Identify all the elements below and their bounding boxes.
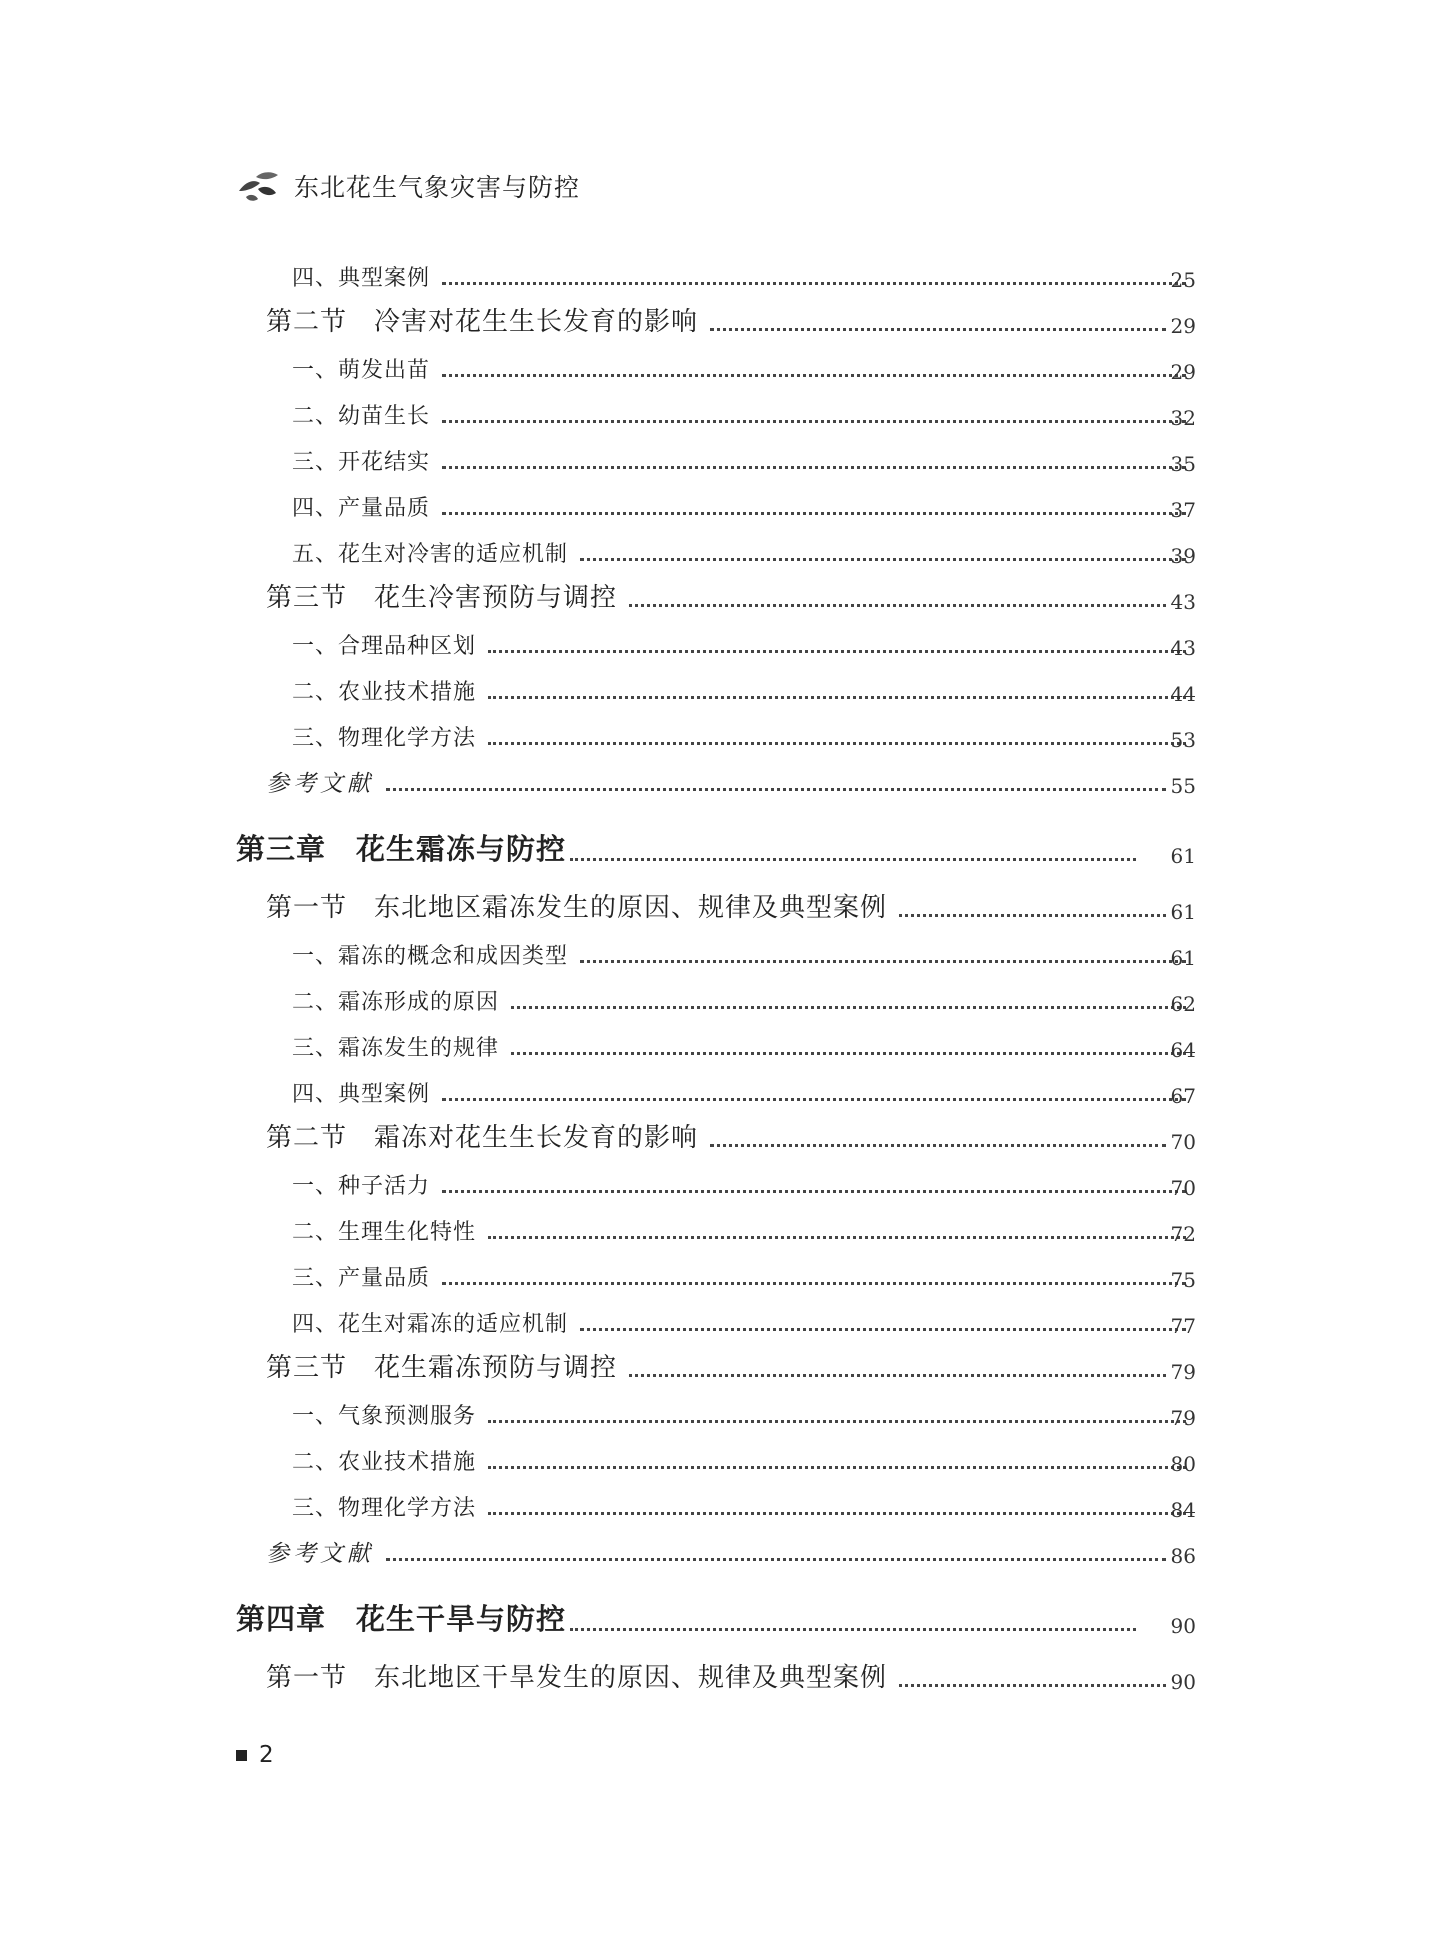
toc-entry-sec[interactable] (236, 1338, 1196, 1384)
toc-entry-page: 29 (1170, 360, 1196, 384)
toc-entry-page: 61 (1170, 946, 1196, 970)
toc-entry-sec[interactable] (236, 568, 1196, 614)
toc-entry-page: 32 (1170, 406, 1196, 430)
toc-entry-page: 77 (1170, 1314, 1196, 1338)
toc-entry-sec[interactable] (236, 1108, 1196, 1154)
square-marker-icon (236, 1750, 247, 1761)
toc-entry-page: 67 (1170, 1084, 1196, 1108)
toc-entry-item[interactable] (236, 614, 1196, 660)
dot-leader (899, 914, 1166, 917)
toc-entry-body (236, 765, 1176, 798)
toc-entry-ref[interactable] (236, 1522, 1196, 1568)
toc-entry-page: 25 (1170, 268, 1196, 292)
toc-entry-body (236, 1077, 1196, 1108)
toc-entry-title: 二、幼苗生长 (292, 404, 431, 429)
toc-entry-item[interactable] (236, 970, 1196, 1016)
toc-entry-body (236, 985, 1196, 1016)
toc-entry-page: 55 (1170, 774, 1196, 798)
toc-entry-page: 43 (1170, 636, 1196, 660)
toc-entry-item[interactable] (236, 660, 1196, 706)
table-of-contents (236, 246, 1196, 1694)
dot-leader (580, 1328, 1186, 1331)
toc-entry-body (236, 261, 1196, 292)
dot-leader (442, 466, 1186, 469)
toc-entry-page: 79 (1170, 1406, 1196, 1430)
toc-entry-item[interactable] (236, 1292, 1196, 1338)
toc-entry-title: 一、种子活力 (292, 1174, 431, 1199)
page-footer (236, 1742, 274, 1768)
dot-leader (899, 1684, 1166, 1687)
toc-entry-body (236, 939, 1196, 970)
dot-leader (488, 696, 1186, 699)
toc-entry-title: 四、产量品质 (292, 496, 431, 521)
toc-entry-ch[interactable] (236, 810, 1196, 868)
toc-entry-title: 四、花生对霜冻的适应机制 (292, 1312, 569, 1337)
toc-entry-body (236, 353, 1196, 384)
dot-leader (580, 558, 1186, 561)
dot-leader (386, 788, 1166, 791)
dot-leader (442, 1098, 1186, 1101)
toc-entry-page: 90 (1170, 1614, 1196, 1638)
toc-entry-item[interactable] (236, 384, 1196, 430)
toc-entry-page: 79 (1170, 1360, 1196, 1384)
toc-entry-body (236, 887, 1176, 924)
toc-entry-title: 三、物理化学方法 (292, 1496, 477, 1521)
dot-leader (570, 1628, 1136, 1631)
toc-entry-body (236, 1657, 1176, 1694)
toc-entry-title: 第三节 花生霜冻预防与调控 (266, 1353, 618, 1383)
dot-leader (488, 1512, 1186, 1515)
toc-entry-body (236, 1261, 1196, 1292)
dot-leader (488, 1236, 1186, 1239)
toc-entry-title: 一、霜冻的概念和成因类型 (292, 944, 569, 969)
dot-leader (442, 420, 1186, 423)
toc-entry-body (236, 491, 1196, 522)
toc-entry-page: 70 (1170, 1130, 1196, 1154)
toc-entry-title: 第二节 霜冻对花生生长发育的影响 (266, 1123, 699, 1153)
toc-entry-item[interactable] (236, 522, 1196, 568)
toc-entry-title: 五、花生对冷害的适应机制 (292, 542, 569, 567)
toc-entry-sec[interactable] (236, 292, 1196, 338)
dot-leader (442, 1190, 1186, 1193)
toc-entry-title: 第三节 花生冷害预防与调控 (266, 583, 618, 613)
toc-entry-item[interactable] (236, 246, 1196, 292)
dot-leader (710, 1144, 1166, 1147)
toc-entry-item[interactable] (236, 430, 1196, 476)
toc-entry-title: 一、合理品种区划 (292, 634, 477, 659)
toc-entry-body (236, 1117, 1176, 1154)
toc-entry-item[interactable] (236, 706, 1196, 752)
toc-entry-page: 90 (1170, 1670, 1196, 1694)
toc-entry-item[interactable] (236, 1016, 1196, 1062)
toc-entry-body (236, 629, 1196, 660)
dot-leader (488, 1420, 1186, 1423)
toc-entry-title: 一、萌发出苗 (292, 358, 431, 383)
toc-entry-page: 62 (1170, 992, 1196, 1016)
toc-entry-title: 一、气象预测服务 (292, 1404, 477, 1429)
toc-entry-body (236, 827, 1146, 868)
toc-entry-item[interactable] (236, 476, 1196, 522)
toc-entry-title: 三、产量品质 (292, 1266, 431, 1291)
toc-entry-page: 29 (1170, 314, 1196, 338)
toc-entry-body (236, 1535, 1176, 1568)
toc-entry-body (236, 1031, 1196, 1062)
toc-entry-title: 二、农业技术措施 (292, 1450, 477, 1475)
dot-leader (386, 1558, 1166, 1561)
toc-entry-title: 四、典型案例 (292, 1082, 431, 1107)
toc-entry-page: 61 (1170, 900, 1196, 924)
toc-entry-page: 84 (1170, 1498, 1196, 1522)
toc-entry-title: 参考文献 (266, 1541, 374, 1567)
toc-entry-page: 35 (1170, 452, 1196, 476)
toc-entry-page: 44 (1170, 682, 1196, 706)
dot-leader (442, 282, 1186, 285)
book-title: 东北花生气象灾害与防控 (294, 173, 581, 202)
toc-entry-body (236, 675, 1196, 706)
toc-entry-item[interactable] (236, 1200, 1196, 1246)
dot-leader (442, 1282, 1186, 1285)
toc-entry-title: 参考文献 (266, 771, 374, 797)
dot-leader (511, 1052, 1186, 1055)
toc-entry-page: 64 (1170, 1038, 1196, 1062)
toc-entry-sec[interactable] (236, 878, 1196, 924)
toc-entry-body (236, 721, 1196, 752)
page-number: 2 (259, 1742, 274, 1768)
toc-entry-title: 第一节 东北地区霜冻发生的原因、规律及典型案例 (266, 893, 888, 923)
peanut-logo-icon (236, 169, 282, 203)
toc-entry-body (236, 1169, 1196, 1200)
toc-entry-body (236, 577, 1176, 614)
toc-entry-item[interactable] (236, 924, 1196, 970)
running-header (236, 166, 580, 206)
toc-entry-title: 二、霜冻形成的原因 (292, 990, 500, 1015)
toc-entry-item[interactable] (236, 1430, 1196, 1476)
toc-entry-body (236, 301, 1176, 338)
dot-leader (442, 374, 1186, 377)
toc-entry-ch[interactable] (236, 1580, 1196, 1638)
toc-entry-page: 86 (1170, 1544, 1196, 1568)
toc-entry-title: 三、物理化学方法 (292, 726, 477, 751)
toc-entry-item[interactable] (236, 1062, 1196, 1108)
toc-entry-page: 39 (1170, 544, 1196, 568)
toc-entry-sec[interactable] (236, 1648, 1196, 1694)
toc-entry-page: 75 (1170, 1268, 1196, 1292)
toc-entry-body (236, 1491, 1196, 1522)
toc-entry-page: 72 (1170, 1222, 1196, 1246)
toc-entry-page: 80 (1170, 1452, 1196, 1476)
toc-entry-title: 三、开花结实 (292, 450, 431, 475)
toc-entry-body (236, 1215, 1196, 1246)
toc-entry-body (236, 399, 1196, 430)
dot-leader (488, 650, 1186, 653)
toc-entry-page: 43 (1170, 590, 1196, 614)
dot-leader (629, 1374, 1166, 1377)
dot-leader (629, 604, 1166, 607)
toc-entry-page: 53 (1170, 728, 1196, 752)
toc-entry-body (236, 1597, 1146, 1638)
toc-entry-item[interactable] (236, 1154, 1196, 1200)
toc-entry-item[interactable] (236, 338, 1196, 384)
toc-entry-title: 第二节 冷害对花生生长发育的影响 (266, 307, 699, 337)
toc-entry-title: 二、生理生化特性 (292, 1220, 477, 1245)
dot-leader (570, 858, 1136, 861)
dot-leader (442, 512, 1186, 515)
dot-leader (710, 328, 1166, 331)
toc-entry-page: 70 (1170, 1176, 1196, 1200)
toc-entry-page: 37 (1170, 498, 1196, 522)
dot-leader (488, 1466, 1186, 1469)
dot-leader (580, 960, 1186, 963)
toc-entry-body (236, 1445, 1196, 1476)
toc-entry-title: 第三章 花生霜冻与防控 (236, 832, 567, 866)
toc-entry-title: 第一节 东北地区干旱发生的原因、规律及典型案例 (266, 1663, 888, 1693)
toc-entry-item[interactable] (236, 1476, 1196, 1522)
toc-entry-body (236, 1399, 1196, 1430)
toc-entry-body (236, 445, 1196, 476)
toc-entry-page: 61 (1170, 844, 1196, 868)
dot-leader (488, 742, 1186, 745)
toc-entry-body (236, 1307, 1196, 1338)
toc-entry-body (236, 537, 1196, 568)
toc-entry-title: 第四章 花生干旱与防控 (236, 1602, 567, 1636)
toc-entry-body (236, 1347, 1176, 1384)
toc-entry-title: 二、农业技术措施 (292, 680, 477, 705)
toc-entry-title: 三、霜冻发生的规律 (292, 1036, 500, 1061)
toc-entry-title: 四、典型案例 (292, 266, 431, 291)
dot-leader (511, 1006, 1186, 1009)
toc-entry-item[interactable] (236, 1384, 1196, 1430)
toc-entry-ref[interactable] (236, 752, 1196, 798)
toc-entry-item[interactable] (236, 1246, 1196, 1292)
